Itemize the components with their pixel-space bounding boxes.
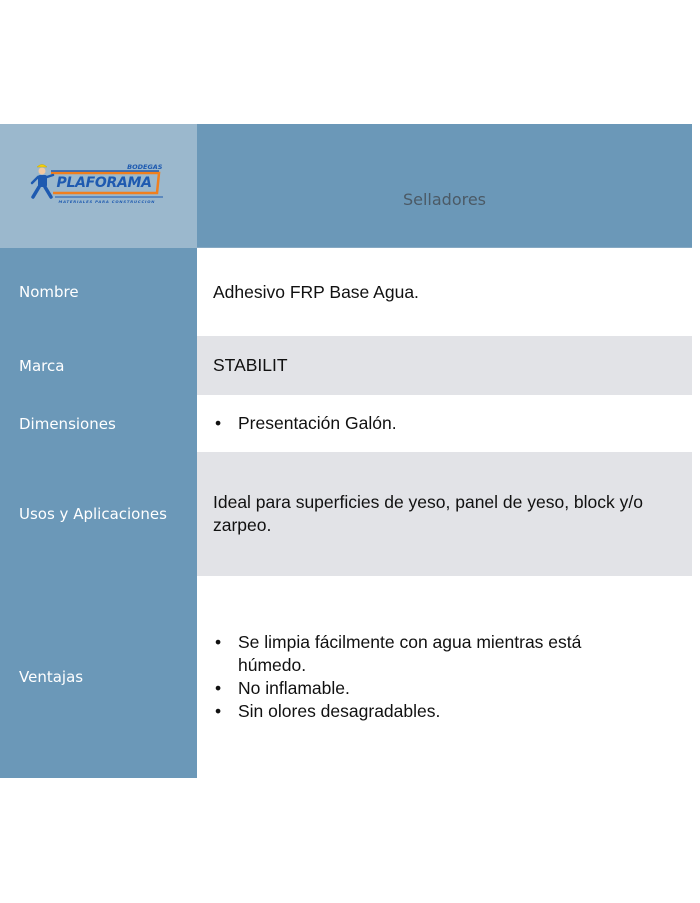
bullet-item: • Presentación Galón.	[213, 412, 397, 435]
row-label: Nombre	[0, 248, 197, 336]
header-row	[0, 124, 692, 248]
product-spec-sheet	[0, 124, 692, 778]
row-label: Ventajas	[0, 576, 197, 778]
plaforama-logo	[29, 163, 169, 209]
row-value: Adhesivo FRP Base Agua.	[197, 248, 692, 336]
row-value	[197, 576, 692, 778]
row-nombre	[0, 248, 692, 336]
row-marca	[0, 336, 692, 395]
category-title: Selladores	[402, 190, 487, 209]
row-label: Marca	[0, 336, 197, 395]
category-title-cell	[197, 124, 692, 248]
logo-tagline: MATERIALES PARA CONSTRUCCION	[58, 199, 156, 204]
row-value: STABILIT	[197, 336, 692, 395]
logo-brand: PLAFORAMA	[56, 175, 152, 191]
row-value	[197, 395, 692, 452]
bullet-list	[213, 412, 397, 435]
logo-top-text: BODEGAS	[127, 163, 163, 171]
row-label: Usos y Aplicaciones	[0, 452, 197, 576]
row-ventajas	[0, 576, 692, 778]
bullet-list	[213, 631, 632, 723]
row-usos	[0, 452, 692, 576]
bullet-item: • No inflamable.	[213, 677, 632, 700]
row-dimensiones	[0, 395, 692, 452]
logo-cell	[0, 124, 197, 248]
row-label: Dimensiones	[0, 395, 197, 452]
bullet-item: • Se limpia fácilmente con agua mientras está húmedo.	[213, 631, 632, 677]
row-value: Ideal para superficies de yeso, panel de yeso, block y/o zarpeo.	[197, 452, 692, 576]
bullet-item: • Sin olores desagradables.	[213, 700, 632, 723]
